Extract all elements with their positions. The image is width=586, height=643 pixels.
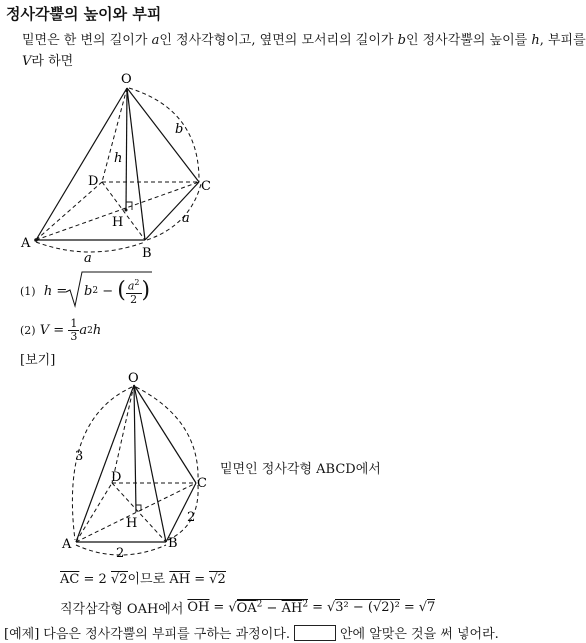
sqrt-2: √2 (209, 572, 226, 587)
radicand: 2 (119, 572, 128, 587)
exp: 2 (302, 599, 309, 610)
edge-OB (134, 385, 166, 542)
segment-OA: OA (236, 600, 257, 616)
paren-close: ) (141, 278, 151, 304)
height-OH (134, 385, 136, 512)
intro-text: 인 정사각뿔의 높이를 (405, 33, 532, 48)
var-a: a (151, 33, 160, 48)
label-D: D (111, 470, 122, 485)
footer-example (4, 623, 499, 642)
text: = (403, 600, 415, 615)
formula-lhs: h (43, 284, 53, 299)
var-h: h (92, 323, 102, 338)
var-V: V (22, 54, 32, 69)
segment-AH: $\overline{AH}$ (169, 572, 191, 587)
label-a-side: a (182, 211, 190, 226)
paren-open: ( (117, 278, 126, 304)
label-2-bottom: 2 (116, 546, 125, 561)
label-D: D (88, 174, 99, 189)
radicand: 7 (427, 600, 436, 615)
var-a: a (79, 323, 88, 338)
sqrt-7: √7 (418, 600, 436, 615)
formula-eq: = (56, 284, 68, 299)
label-3: 3 (75, 449, 84, 464)
ac-line (60, 568, 226, 587)
intro-text: 라 하면 (31, 54, 74, 69)
formula-number: (1) (20, 285, 36, 298)
exp: 2 (92, 286, 99, 297)
label-a-bottom: a (84, 251, 92, 266)
text: = (213, 600, 225, 615)
edge-OC (134, 385, 196, 483)
page-title: 정사각뿔의 높이와 부피 (6, 5, 162, 23)
denominator: 3 (70, 330, 78, 343)
intro-text: 밑면은 한 변의 길이가 (22, 33, 152, 48)
example-label: [보기] (20, 353, 56, 368)
text: 직각삼각형 OAH에서 (60, 602, 184, 617)
answer-box[interactable] (294, 625, 336, 641)
radicand: 3² − (√2)² (335, 600, 400, 615)
diag-DB (112, 483, 166, 542)
label-2-side: 2 (187, 510, 196, 525)
numerator: 1 (70, 317, 78, 330)
figure-2-caption: 밑면인 정사각형 ABCD에서 (220, 462, 381, 477)
label-A: A (62, 537, 72, 552)
label-C: C (201, 179, 211, 194)
exp: 2 (256, 599, 263, 610)
label-h: h (114, 151, 123, 166)
denominator: 2 (130, 292, 138, 306)
formula-eq: = (53, 323, 65, 338)
label-A: A (21, 236, 31, 251)
label-b: b (175, 122, 184, 137)
oh-line (60, 598, 435, 617)
minus: − (266, 600, 278, 616)
text: = (312, 600, 323, 615)
segment-AC: $\overline{AC}$ (60, 572, 80, 587)
label-C: C (197, 476, 207, 491)
formula-number: (2) (20, 324, 36, 337)
arc-top (136, 387, 198, 481)
exp: 2 (87, 325, 93, 336)
intro-text: 인 정사각형이고, 옆면의 모서리의 길이가 (159, 33, 398, 48)
var-b: b (84, 283, 93, 299)
intro-text: , 부피를 (539, 33, 586, 48)
label-B: B (142, 246, 152, 261)
text: = 2 (83, 572, 107, 587)
radicand: 2 (217, 572, 226, 587)
var-a: a (127, 279, 135, 293)
sqrt-2: √2 (110, 572, 128, 587)
segment-OH: $\overline{OH}$ (187, 600, 210, 615)
text: 이므로 (127, 572, 166, 587)
footer-tag: [예제] (4, 627, 40, 642)
label-H: H (112, 215, 124, 230)
sqrt-block: $√OA^2 - \overline{AH}^2$ (228, 599, 309, 616)
footer-text: 안에 알맞은 것을 써 넣어라. (339, 627, 499, 642)
segment-AH: $\overline{AH}$ (281, 600, 303, 616)
var-h: h (531, 33, 540, 48)
label-O: O (128, 371, 139, 386)
label-O: O (121, 72, 132, 87)
text: = (194, 572, 206, 587)
var-b: b (397, 33, 406, 48)
label-H: H (126, 516, 138, 531)
minus: − (102, 283, 114, 299)
sqrt-block: √3² − (√2)² (326, 600, 400, 615)
exp: 2 (134, 278, 140, 287)
label-B: B (168, 536, 178, 551)
formula-lhs: V (39, 323, 50, 338)
footer-text: 다음은 정사각뿔의 부피를 구하는 과정이다. (43, 627, 290, 642)
